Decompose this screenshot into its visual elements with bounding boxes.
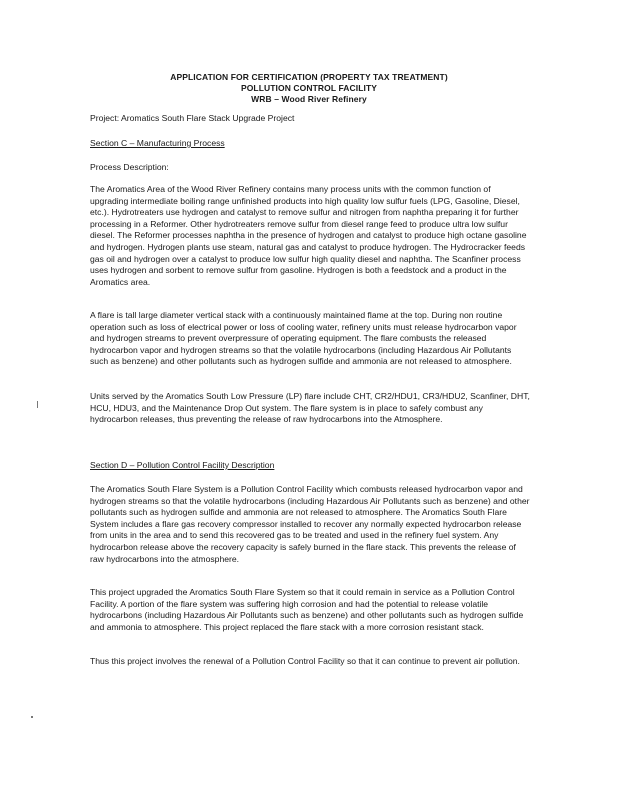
section-d-paragraph: The Aromatics South Flare System is a Pollution Control Facility which combusts released hydrocarbon vapor and hydrogen streams so that the volatile hydrocarbons (including Hazardous Air Pollutants such as benzene) and other pollutants such as hydrogen sulfide and ammonia are not released to atmosphere. The Aromatics South Flare System includes a flare gas recovery compressor installed to recover any normally expected hydrocarbon release from units in the area and to send this recovered gas to be treated and used in the refinery fuel system. Any hydrocarbon release above the recovery capacity is safely burned in the flare stack. This prevents the release of raw hydrocarbons into the atmosphere. <box>90 484 530 564</box>
header-subtitle: POLLUTION CONTROL FACILITY <box>240 83 378 93</box>
header-refinery: WRB – Wood River Refinery <box>251 94 367 104</box>
section-c-paragraph: Units served by the Aromatics South Low Pressure (LP) flare include CHT, CR2/HDU1, CR3/HDU2, Scanfiner, DHT, HCU, HDU3, and the Maintenance Drop Out system. The flare system is in place to safely combust any hydrocarbon releases, thus preventing the release of raw hydrocarbons into the Atmosphere. <box>90 391 530 425</box>
section-d-paragraph: Thus this project involves the renewal of a Pollution Control Facility so that it can continue to prevent air pollution. <box>90 656 520 666</box>
project-line: Project: Aromatics South Flare Stack Upgrade Project <box>90 113 295 123</box>
section-d-heading: Section D – Pollution Control Facility Description <box>90 460 275 470</box>
section-d-paragraph: This project upgraded the Aromatics South Flare System so that it could remain in service as a Pollution Control Facility. A portion of the flare system was suffering high corrosion and had the potential to release volatile hydrocarbons (including Hazardous Air Pollutants such as benzene) and other pollutants such as hydrogen sulfide and ammonia to atmosphere. This project replaced the flare stack with a more corrosion resistant stack. <box>90 587 524 632</box>
header-title: APPLICATION FOR CERTIFICATION (PROPERTY TAX TREATMENT) <box>170 72 448 82</box>
process-description-label: Process Description: <box>90 162 169 172</box>
scan-mark <box>37 401 38 408</box>
scan-mark <box>31 716 33 718</box>
section-c-heading: Section C – Manufacturing Process <box>90 138 225 148</box>
document-header <box>60 72 558 105</box>
section-c-paragraph: A flare is tall large diameter vertical stack with a continuously maintained flame at the top. During non routine operation such as loss of electrical power or loss of cooling water, refinery units must release hydrocarbon vapor and hydrogen streams to prevent overpressure of operating equipment. The flare combusts the released hydrocarbon vapor and hydrogen streams so that the volatile hydrocarbons (including Hazardous Air Pollutants such as benzene) and other pollutants such as hydrogen sulfide and ammonia are not released to atmosphere. <box>90 310 517 367</box>
section-c-paragraph: The Aromatics Area of the Wood River Refinery contains many process units with the common function of upgrading intermediate boiling range unfinished products into high quality low sulfur fuels (LPG, Gasoline, Diesel, etc.). Hydrotreaters use hydrogen and catalyst to remove sulfur and nitrogen from naphtha preparing it for further processing in a Reformer. Other hydrotreaters remove sulfur from diesel range feed to produce ultra low sulfur diesel. The Reformer processes naphtha in the presence of hydrogen and catalyst to produce high octane gasoline and hydrogen. Hydrogen plants use steam, natural gas and catalyst to produce hydrogen. The Hydrocracker feeds gas oil and hydrogen over a catalyst to produce low sulfur high quality diesel and naphtha. The Scanfiner process uses hydrogen and sorbent to remove sulfur from gasoline. Hydrogen is both a feedstock and a product in the Aromatics area. <box>90 184 527 287</box>
